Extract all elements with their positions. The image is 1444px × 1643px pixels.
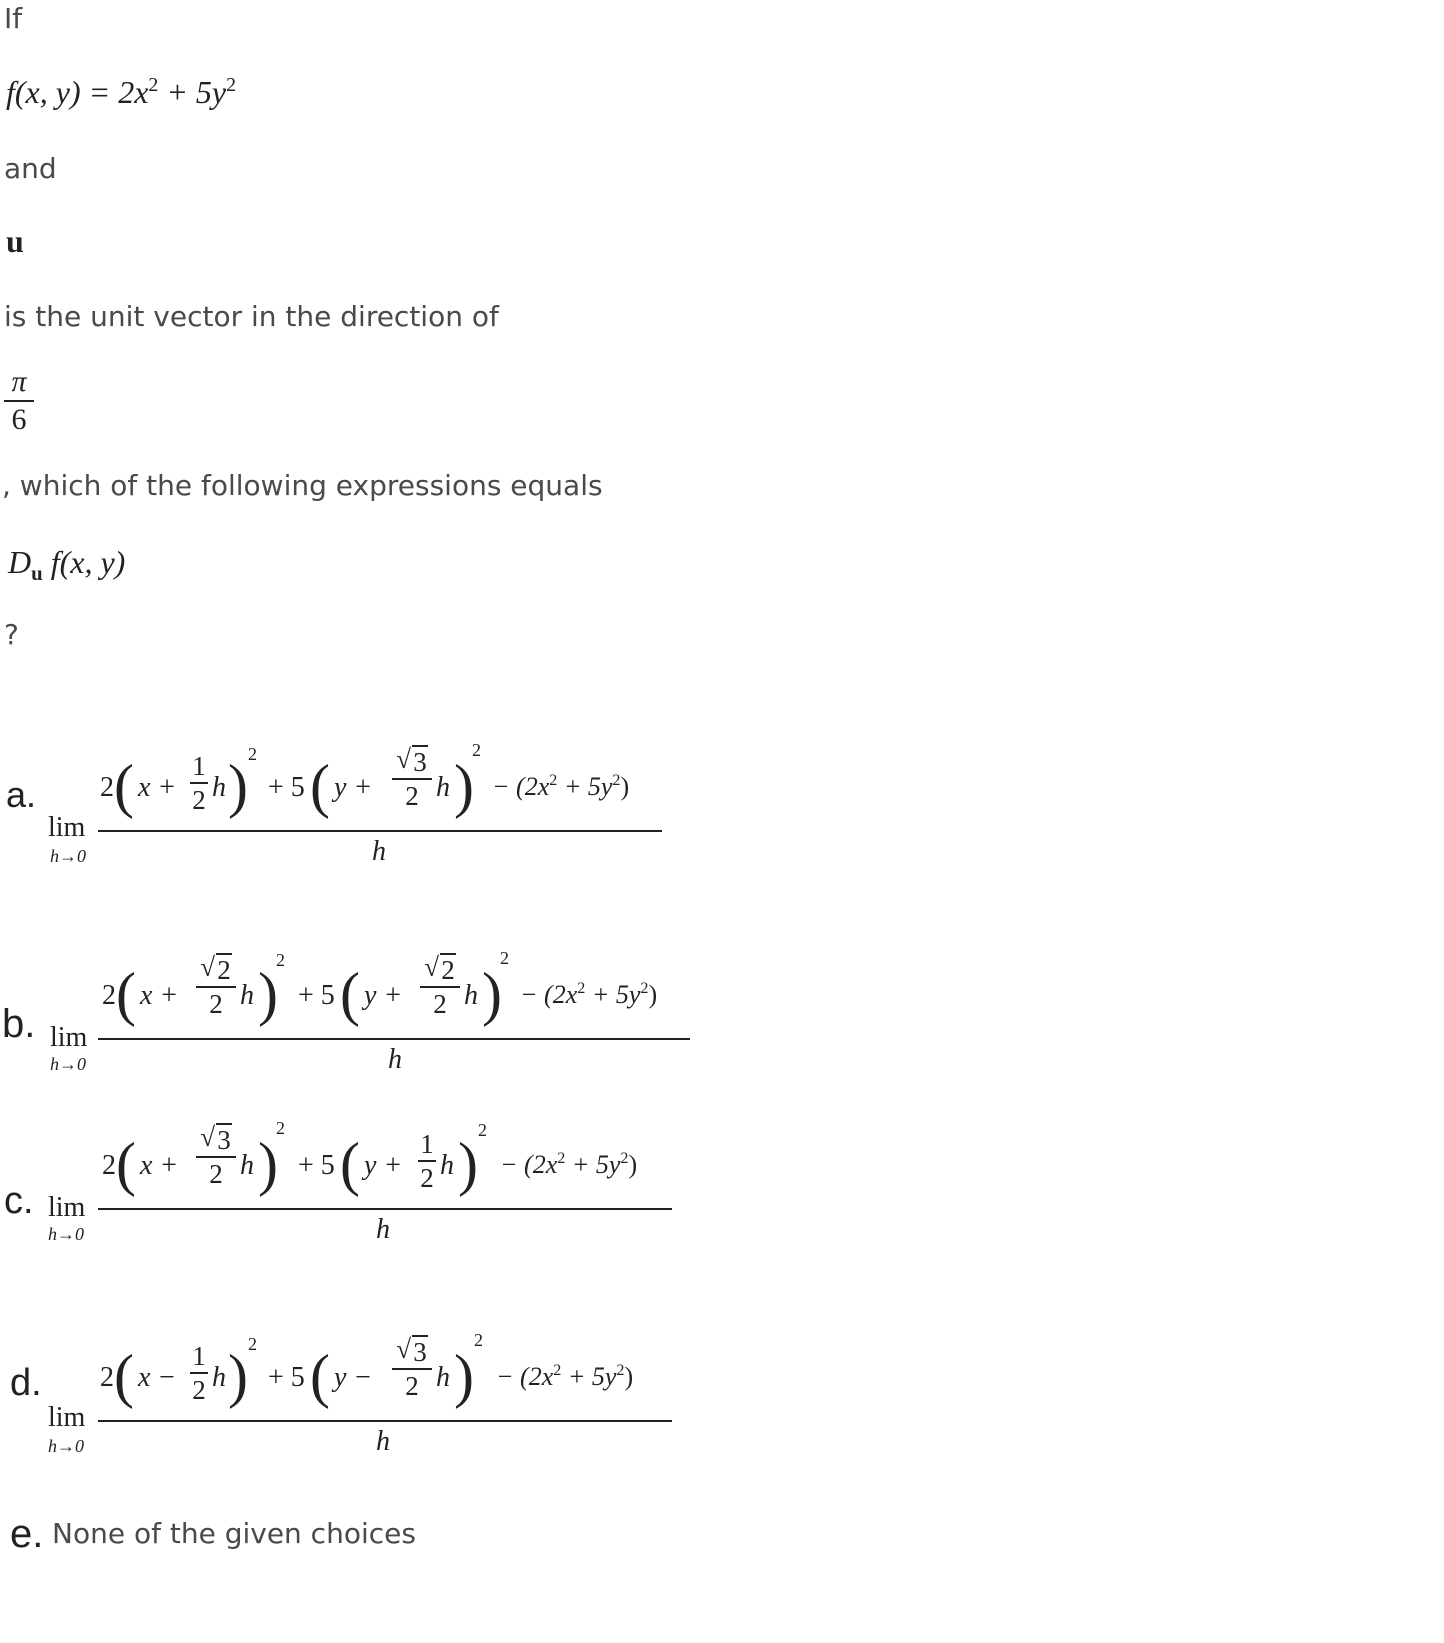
D-rest: f(x, y) (50, 544, 126, 580)
exponent: 2 (276, 1118, 285, 1138)
unit-vector-text: is the unit vector in the direction of (4, 300, 499, 333)
directional-derivative (8, 544, 126, 586)
close-paren: ) (228, 1343, 248, 1409)
choice-c-label[interactable]: c. (4, 1180, 34, 1222)
close-paren: ) (454, 753, 474, 819)
open-paren: ( (310, 753, 330, 819)
open-paren: ( (116, 961, 136, 1027)
x-plus: x + (140, 1150, 179, 1181)
x-plus: x + (138, 772, 177, 803)
fraction-bar (98, 1420, 672, 1422)
lim: lim (48, 1402, 86, 1433)
fraction-sqrt3-over-2: √ 3 2 (196, 1126, 236, 1188)
plus-5: + 5 (298, 1150, 335, 1181)
and-text: and (4, 152, 57, 185)
exponent: 2 (226, 73, 237, 96)
h-term: h (240, 980, 254, 1011)
close-paren: ) (258, 961, 278, 1027)
fraction-sqrt3-over-2: √ 3 2 (392, 1338, 432, 1400)
open-paren: ( (116, 1131, 136, 1197)
lim-subscript: h→0 (50, 846, 86, 866)
close-paren: ) (482, 961, 502, 1027)
exponent: 2 (472, 740, 481, 760)
coefficient-2: 2 (100, 1362, 114, 1393)
y-plus: y + (364, 1150, 403, 1181)
if-text: If (4, 2, 23, 35)
choice-a-label[interactable]: a. (6, 774, 37, 815)
subtracted-term: − $(2x^2 + 5y^2)$ (496, 1362, 634, 1391)
h-term: h (212, 772, 226, 803)
h-term: h (436, 1362, 450, 1393)
fraction-bar (98, 1208, 672, 1210)
fraction-bar (98, 1038, 690, 1040)
which-text: , which of the following expressions equals (2, 469, 603, 502)
fraction-bar (98, 830, 662, 832)
close-paren: ) (454, 1343, 474, 1409)
h-term: h (464, 980, 478, 1011)
plus-5: + 5 (268, 1362, 305, 1393)
choice-e-label[interactable]: e. (10, 1512, 44, 1556)
y-plus: y + (334, 772, 373, 803)
exponent: 2 (148, 73, 159, 96)
y-minus: y − (334, 1362, 373, 1393)
subtracted-term: − $(2x^2 + 5y^2)$ (520, 980, 658, 1009)
fraction-sqrt3-over-2: √ 3 2 (392, 748, 432, 810)
fraction-one-half: 1 2 (418, 1130, 436, 1192)
plus-5: + 5 (298, 980, 335, 1011)
close-paren: ) (258, 1131, 278, 1197)
fraction-one-half: 1 2 (190, 752, 208, 814)
lim-subscript: h→0 (50, 1054, 86, 1074)
function-definition (6, 74, 236, 111)
f-y-term: + 5y (158, 74, 227, 110)
exponent: 2 (276, 950, 285, 970)
six: 6 (11, 403, 27, 436)
vector-u: u (6, 223, 24, 259)
D-subscript: u (31, 562, 43, 586)
denominator-h: h (376, 1214, 390, 1245)
lim-subscript: h→0 (48, 1436, 84, 1456)
fraction-sqrt2-over-2: √ 2 2 (420, 956, 460, 1018)
close-paren: ) (228, 753, 248, 819)
exponent: 2 (248, 744, 257, 764)
pi-symbol: π (11, 365, 27, 398)
open-paren: ( (310, 1343, 330, 1409)
denominator-h: h (388, 1044, 402, 1075)
fraction-one-half: 1 2 (190, 1342, 208, 1404)
h-term: h (436, 772, 450, 803)
fraction-sqrt2-over-2: √ 2 2 (196, 956, 236, 1018)
denominator-h: h (372, 836, 386, 867)
lim: lim (48, 1192, 86, 1223)
coefficient-2: 2 (100, 772, 114, 803)
h-term: h (240, 1150, 254, 1181)
choice-e-text[interactable]: None of the given choices (52, 1517, 416, 1550)
exponent: 2 (248, 1334, 257, 1354)
plus-5: + 5 (268, 772, 305, 803)
h-term: h (440, 1150, 454, 1181)
f-lhs: f(x, y) = 2x (6, 74, 149, 110)
lim: lim (50, 1022, 88, 1053)
question-mark: ? (4, 618, 19, 651)
subtracted-term: − $(2x^2 + 5y^2)$ (500, 1150, 638, 1179)
open-paren: ( (114, 753, 134, 819)
open-paren: ( (340, 961, 360, 1027)
choice-d-label[interactable]: d. (10, 1362, 42, 1404)
x-plus: x + (140, 980, 179, 1011)
close-paren: ) (458, 1131, 478, 1197)
coefficient-2: 2 (102, 980, 116, 1011)
D-symbol: D (8, 544, 32, 580)
open-paren: ( (340, 1131, 360, 1197)
fraction-bar (4, 400, 34, 402)
coefficient-2: 2 (102, 1150, 116, 1181)
h-term: h (212, 1362, 226, 1393)
denominator-h: h (376, 1426, 390, 1457)
choice-b-label[interactable]: b. (2, 1002, 36, 1046)
subtracted-term: − $(2x^2 + 5y^2)$ (492, 772, 630, 801)
x-minus: x − (138, 1362, 177, 1393)
lim-subscript: h→0 (48, 1224, 84, 1244)
open-paren: ( (114, 1343, 134, 1409)
y-plus: y + (364, 980, 403, 1011)
lim: lim (48, 812, 86, 843)
exponent: 2 (478, 1120, 487, 1140)
pi-over-six (4, 366, 34, 436)
exponent: 2 (474, 1330, 483, 1350)
exponent: 2 (500, 948, 509, 968)
